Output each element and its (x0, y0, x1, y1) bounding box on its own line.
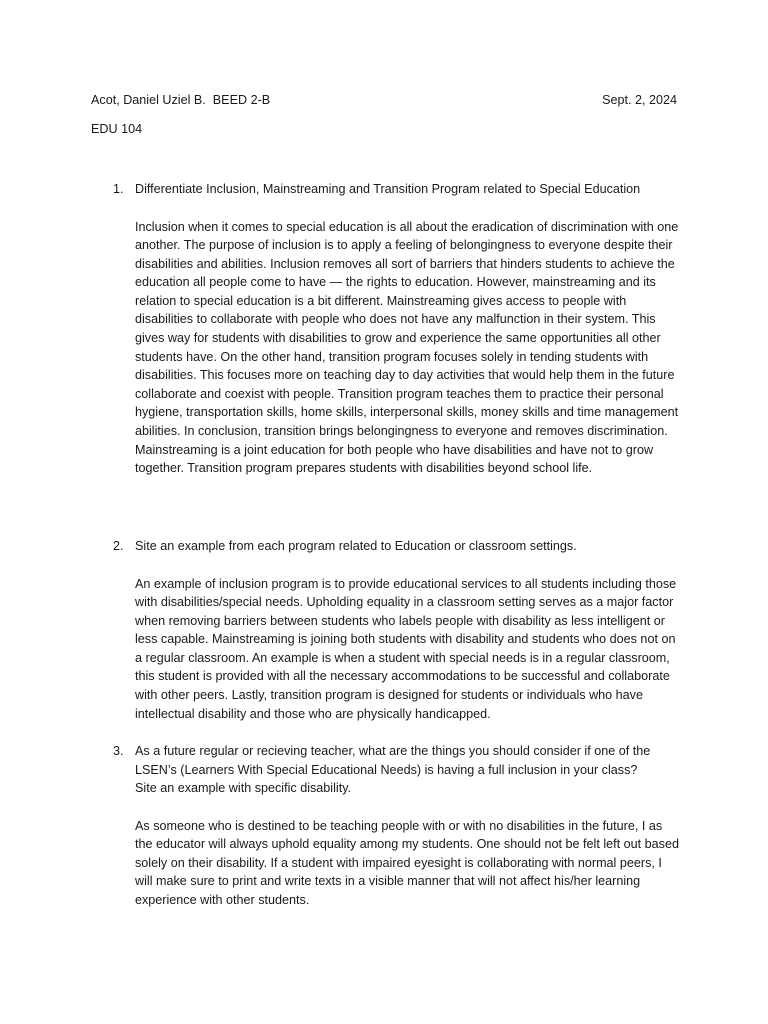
question-item-1 (91, 180, 681, 478)
document-header (91, 93, 677, 107)
question-1 (91, 180, 681, 199)
course-code: EDU 104 (91, 122, 143, 136)
question-text: Differentiate Inclusion, Mainstreaming and Transition Program related to Special Education (135, 182, 641, 196)
question-3 (91, 742, 681, 798)
answer-3: As someone who is destined to be teaching people with or with no disabilities in the future, I as the educator will always uphold equality among my students. One should not be felt left out based solely on their disability. If a student with impaired eyesight is collaborating with normal peers, I will make sure to print and write texts in a visible manner that will not affect his/her learning experience with other students. (135, 818, 679, 907)
student-info: Acot, Daniel Uziel B. BEED 2-B (91, 93, 271, 107)
question-2 (91, 537, 681, 556)
question-text: As a future regular or recieving teacher, what are the things you should consider if one of the LSEN’s (Learners With Special Educational Needs) is having a full inclusion in your class? (135, 744, 651, 777)
question-number: 1. (113, 182, 124, 196)
question-number: 2. (113, 539, 124, 553)
question-number: 3. (113, 744, 124, 758)
question-item-3 (91, 742, 681, 909)
question-text: Site an example from each program related to Education or classroom settings. (135, 539, 577, 553)
answer-1: Inclusion when it comes to special education is all about the eradication of discrimination with one another. The purpose of inclusion is to apply a feeling of belongingness to everyone despite their disabilities and abilities. Inclusion removes all sort of barriers that hinders students to achieve the education all people come to have — the rights to education. However, mainstreaming and its relation to special education is a bit different. Mainstreaming gives access to people with disabilities to collaborate with people who does not have any malfunction in their system. This gives way for students with disabilities to grow and experience the same opportunities all other students have. On the other hand, transition program focuses solely in tending students with disabilities. This focuses more on teaching day to day activities that would help them in the future collaborate and coexist with people. Transition program teaches them to practice their personal hygiene, transportation skills, home skills, interpersonal skills, money skills and time management abilities. In conclusion, transition brings belongingness to everyone and removes discrimination. Mainstreaming is a joint education for both people who have disabilities and have not to grow together. Transition program prepares students with disabilities beyond school life. (135, 219, 679, 476)
question-text-line-2: Site an example with specific disability. (135, 781, 352, 795)
question-item-2 (91, 537, 681, 723)
submission-date: Sept. 2, 2024 (602, 93, 677, 107)
answer-2: An example of inclusion program is to provide educational services to all students including those with disabilities/special needs. Upholding equality in a classroom setting serves as a major factor when removing barriers between students who labels people with disability as less intelligent or less capable. Mainstreaming is joining both students with disability and students who does not on a regular classroom. An example is when a student with special needs is in a regular classroom, this student is provided with all the necessary accommodations to be successful and collaborate with other peers. Lastly, transition program is designed for students or individuals who have intellectual disability and those who are physically handicapped. (135, 576, 677, 721)
